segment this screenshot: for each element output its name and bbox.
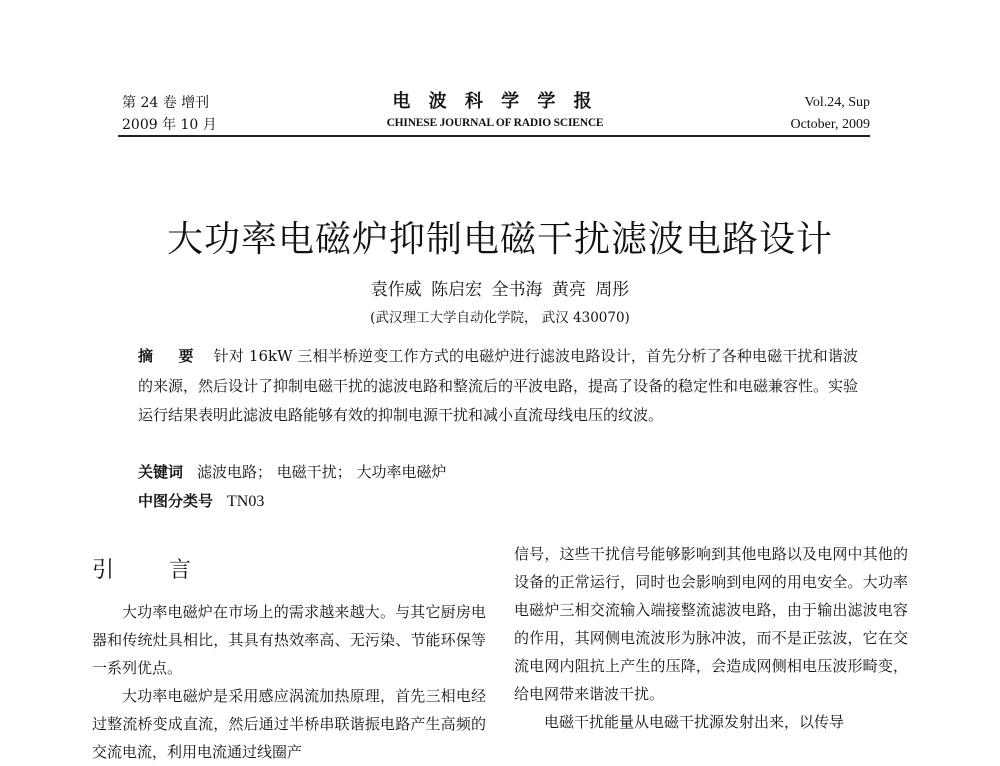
- date-en: October, 2009: [790, 117, 870, 132]
- running-header-right: [790, 92, 870, 136]
- abstract-text: 针对 16kW 三相半桥逆变工作方式的电磁炉进行滤波电路设计，首先分析了各种电磁干扰和谐波的来源，然后设计了抑制电磁干扰的滤波电路和整流后的平波电路，提高了设备的稳定性和电磁兼容性。实验运行结果表明此滤波电路能够有效的抑制电源干扰和减小直流母线电压的纹波。: [138, 347, 859, 424]
- affiliation: (武汉理工大学自动化学院， 武汉 430070): [370, 310, 630, 326]
- date-cn: 2009 年 10 月: [122, 117, 217, 133]
- header-rule: [118, 135, 870, 137]
- journal-name-en: CHINESE JOURNAL OF RADIO SCIENCE: [386, 117, 604, 129]
- running-header-center: [370, 90, 620, 132]
- section-heading-introduction: 引 言: [92, 558, 215, 583]
- abstract-label: 摘 要: [138, 347, 204, 365]
- classification-label: 中图分类号: [138, 492, 214, 510]
- paragraph: 大功率电磁炉在市场上的需求越来越大。与其它厨房电器和传统灶具相比，其具有热效率高、无污染、节能环保等一系列优点。: [92, 603, 486, 677]
- paragraph: 信号，这些干扰信号能够影响到其他电路以及电网中其他的设备的正常运行，同时也会影响到电网的用电安全。大功率电磁炉三相交流输入端接整流滤波电路，由于输出滤波电容的作用，其网侧电流波形为脉冲波，而不是正弦波，它在交流电网内阻抗上产生的压降，会造成网侧相电压波形畸变，给电网带来谐波干扰。: [514, 545, 908, 703]
- abstract: [138, 342, 858, 431]
- volume-issue-en: Vol.24, Sup: [804, 95, 870, 110]
- classification-code: TN03: [227, 493, 265, 510]
- classification: [138, 487, 264, 516]
- journal-name-cn: 电 波 科 学 学 报: [392, 91, 598, 112]
- paragraph: 电磁干扰能量从电磁干扰源发射出来，以传导: [544, 713, 845, 731]
- keywords: [138, 458, 447, 487]
- keywords-text: 滤波电路； 电磁干扰； 大功率电磁炉: [197, 463, 447, 481]
- left-column: [92, 598, 486, 766]
- paragraph: 大功率电磁炉是采用感应涡流加热原理，首先三相电经过整流桥变成直流，然后通过半桥串联谐振电路产生高频的交流电流，利用电流通过线圈产: [92, 687, 486, 761]
- right-column: [514, 540, 908, 736]
- author-list: 袁作威 陈启宏 全书海 黄亮 周彤: [370, 280, 630, 300]
- keywords-label: 关键词: [138, 463, 184, 481]
- running-header-left: [122, 92, 217, 136]
- volume-issue-cn: 第 24 卷 增刊: [122, 95, 210, 111]
- article-title: 大功率电磁炉抑制电磁干扰滤波电路设计: [166, 219, 833, 260]
